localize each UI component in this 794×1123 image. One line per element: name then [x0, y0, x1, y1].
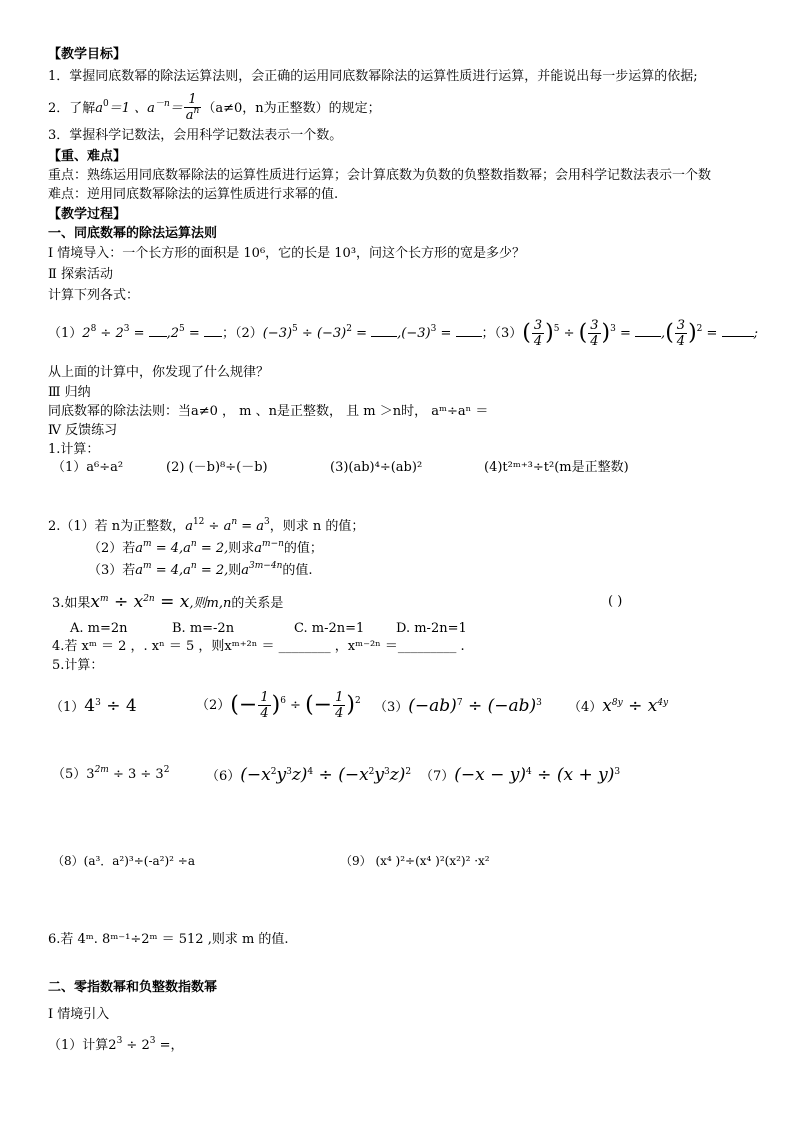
option-d: D. m-2n=1 — [396, 621, 467, 636]
objective-3: 3．掌握科学记数法，会用科学记数法表示一个数。 — [48, 128, 343, 143]
last-calc-prefix: （1）计算 — [48, 1038, 109, 1053]
question-5-heading: 5.计算： — [52, 658, 104, 673]
difficulty: 难点：逆用同底数幂除法的运算性质进行求幂的值. — [48, 187, 339, 202]
exploration-questions: $(1)2^8 \div 2^3 = ,2^5$ = ；$(2)(-3)^5 \div (-3)^2 = ,(-3)^3$ = ；（3）( $\frac{3}{4}$ )$^5$ ÷ ( $\frac{3}{4}$ )$^3$ = ,( $\frac{3}{4}$ )$^2$ = ; — [48, 318, 758, 349]
q5-item-8: （8）(a³．a²)³÷(-a²)² ÷a — [52, 854, 196, 868]
q5-item-7: $(7)(-x - y)^4 \div (x + y)^3$ — [420, 765, 621, 785]
section1-title: 一、同底数幂的除法运算法则 — [48, 226, 218, 241]
q2-1-suffix: ，则求 n 的值； — [269, 519, 365, 534]
q5-7-label: （7） — [420, 769, 455, 784]
q5-item-4: $(4)x^{8y} \div x^{4y}$ — [568, 696, 669, 716]
q5-item-3: $(3)(-ab)^7 \div (-ab)^3$ — [374, 696, 542, 716]
objective-1: 1．掌握同底数幂的除法运算法则，会正确的运用同底数幂除法的运算性质进行运算，并能说出每一步运算的依据; — [48, 69, 698, 84]
calc1-item-4: (4)t²ᵐ⁺³÷t²(m是正整数) — [484, 460, 629, 475]
q3-suffix: 的关系是 — [231, 596, 284, 611]
q2-label: ；（2） — [221, 326, 263, 341]
summary-heading: Ⅲ 归纳 — [48, 385, 91, 400]
question-3: 3.如果$x^m \div x^{2n} = x$,则m,n的关系是 — [52, 592, 284, 612]
section2-title: 二、零指数幂和负整数指数幂 — [48, 980, 218, 995]
calc1-item-1: （1）a⁶÷a² — [52, 460, 124, 475]
q2-2-suffix: 的值； — [283, 541, 323, 556]
q5-item-6: $(6)(-x^2y^3z)^4 \div (-x^2y^3z)^2$ — [206, 765, 412, 785]
objectives-heading: 【教学目标】 — [48, 47, 127, 62]
q2-3-suffix: 的值. — [282, 563, 313, 578]
q5-item-9: （9） (x⁴ )²÷(x⁴ )²(x²)² ·x² — [340, 854, 490, 868]
q3-prefix: 3.如果 — [52, 596, 91, 611]
q5-5-label: （5） — [52, 767, 87, 782]
question-3-answer-paren: ( ) — [608, 594, 623, 609]
q5-item-1: $(1)4^3 \div 4$ — [50, 696, 137, 716]
objective-2 — [48, 92, 381, 125]
process-heading: 【教学过程】 — [48, 207, 127, 222]
q2-2-prefix: （2）若 — [88, 541, 136, 556]
q5-6-label: （6） — [206, 769, 241, 784]
feedback-heading: Ⅳ 反馈练习 — [48, 423, 118, 438]
option-c: C. m-2n=1 — [294, 621, 365, 636]
q5-1-label: （1） — [50, 700, 85, 715]
q2-3-prefix: （3）若 — [88, 563, 136, 578]
discover-question: 从上面的计算中，你发现了什么规律？ — [48, 365, 270, 380]
question-6: 6.若 4ᵐ. 8ᵐ⁻¹÷2ᵐ ＝ 512 ,则求 m 的值. — [48, 932, 289, 947]
division-rule: 同底数幂的除法法则：当a≠0 ， m 、n是正整数， 且 m ＞n时， aᵐ÷aⁿ ＝ — [48, 404, 489, 419]
calc1-item-2: (2) (－b)⁸÷(－b) — [166, 460, 268, 475]
last-calc: （1）计算$2^3 \div 2^3$ =， — [48, 1036, 184, 1053]
q2-1-prefix: 2.（1）若 n为正整数， — [48, 519, 186, 534]
explore-heading: Ⅱ 探索活动 — [48, 267, 113, 282]
q1-label: （1） — [48, 326, 83, 341]
q5-3-label: （3） — [374, 700, 409, 715]
question-2-1: 2.（1）若 n为正整数，$a^{12} \div a^n = a^3$，则求 n 的值； — [48, 517, 365, 534]
calc-following: 计算下列各式： — [48, 288, 140, 303]
q5-item-2: （2）(− $\frac{1}{4}$ )$^6$ ÷ (− $\frac{1}{4}$ )$^2$ — [196, 690, 361, 721]
option-a: A. m=2n — [70, 621, 128, 636]
question-2-3: （3）若$a^m = 4,a^n = 2$,则$a^{3m-4n}$的值. — [88, 561, 313, 578]
calc1-heading: 1.计算： — [48, 442, 100, 457]
objective-2-formula: $a^0=1$ 、$a^{-n}=$ $\frac{1}{a^n}$ — [95, 92, 200, 123]
intro-question: Ⅰ 情境导入：一个长方形的面积是 10⁶，它的长是 10³，问这个长方形的宽是多少？ — [48, 246, 526, 261]
q5-4-label: （4） — [568, 700, 603, 715]
option-b: B. m=-2n — [172, 621, 235, 636]
q5-item-5: $(5)3^{2m} \div 3 \div 3^2$ — [52, 765, 170, 782]
objective-2-suffix: （a≠0，n为正整数）的规定； — [202, 101, 381, 116]
situation-heading: Ⅰ 情境引入 — [48, 1007, 110, 1022]
key-point: 重点：熟练运用同底数幂除法的运算性质进行运算；会计算底数为负数的负整数指数幂；会用科学记数法表示一个数 — [48, 168, 712, 183]
q3-label: ；（3） — [481, 326, 523, 341]
objective-2-prefix: 2．了解 — [48, 101, 96, 116]
keypoints-heading: 【重、难点】 — [48, 149, 127, 164]
question-4: 4.若 xᵐ ＝ 2 ，. xⁿ ＝ 5 ，则xᵐ⁺²ⁿ ＝ ________ ，xᵐ⁻²ⁿ ＝_________ . — [52, 639, 465, 654]
calc1-item-3: (3)(ab)⁴÷(ab)² — [330, 460, 423, 475]
question-2-2: （2）若$a^m = 4,a^n = 2$,则求$a^{m-n}$的值； — [88, 539, 323, 556]
q5-2-label: （2） — [196, 698, 231, 713]
